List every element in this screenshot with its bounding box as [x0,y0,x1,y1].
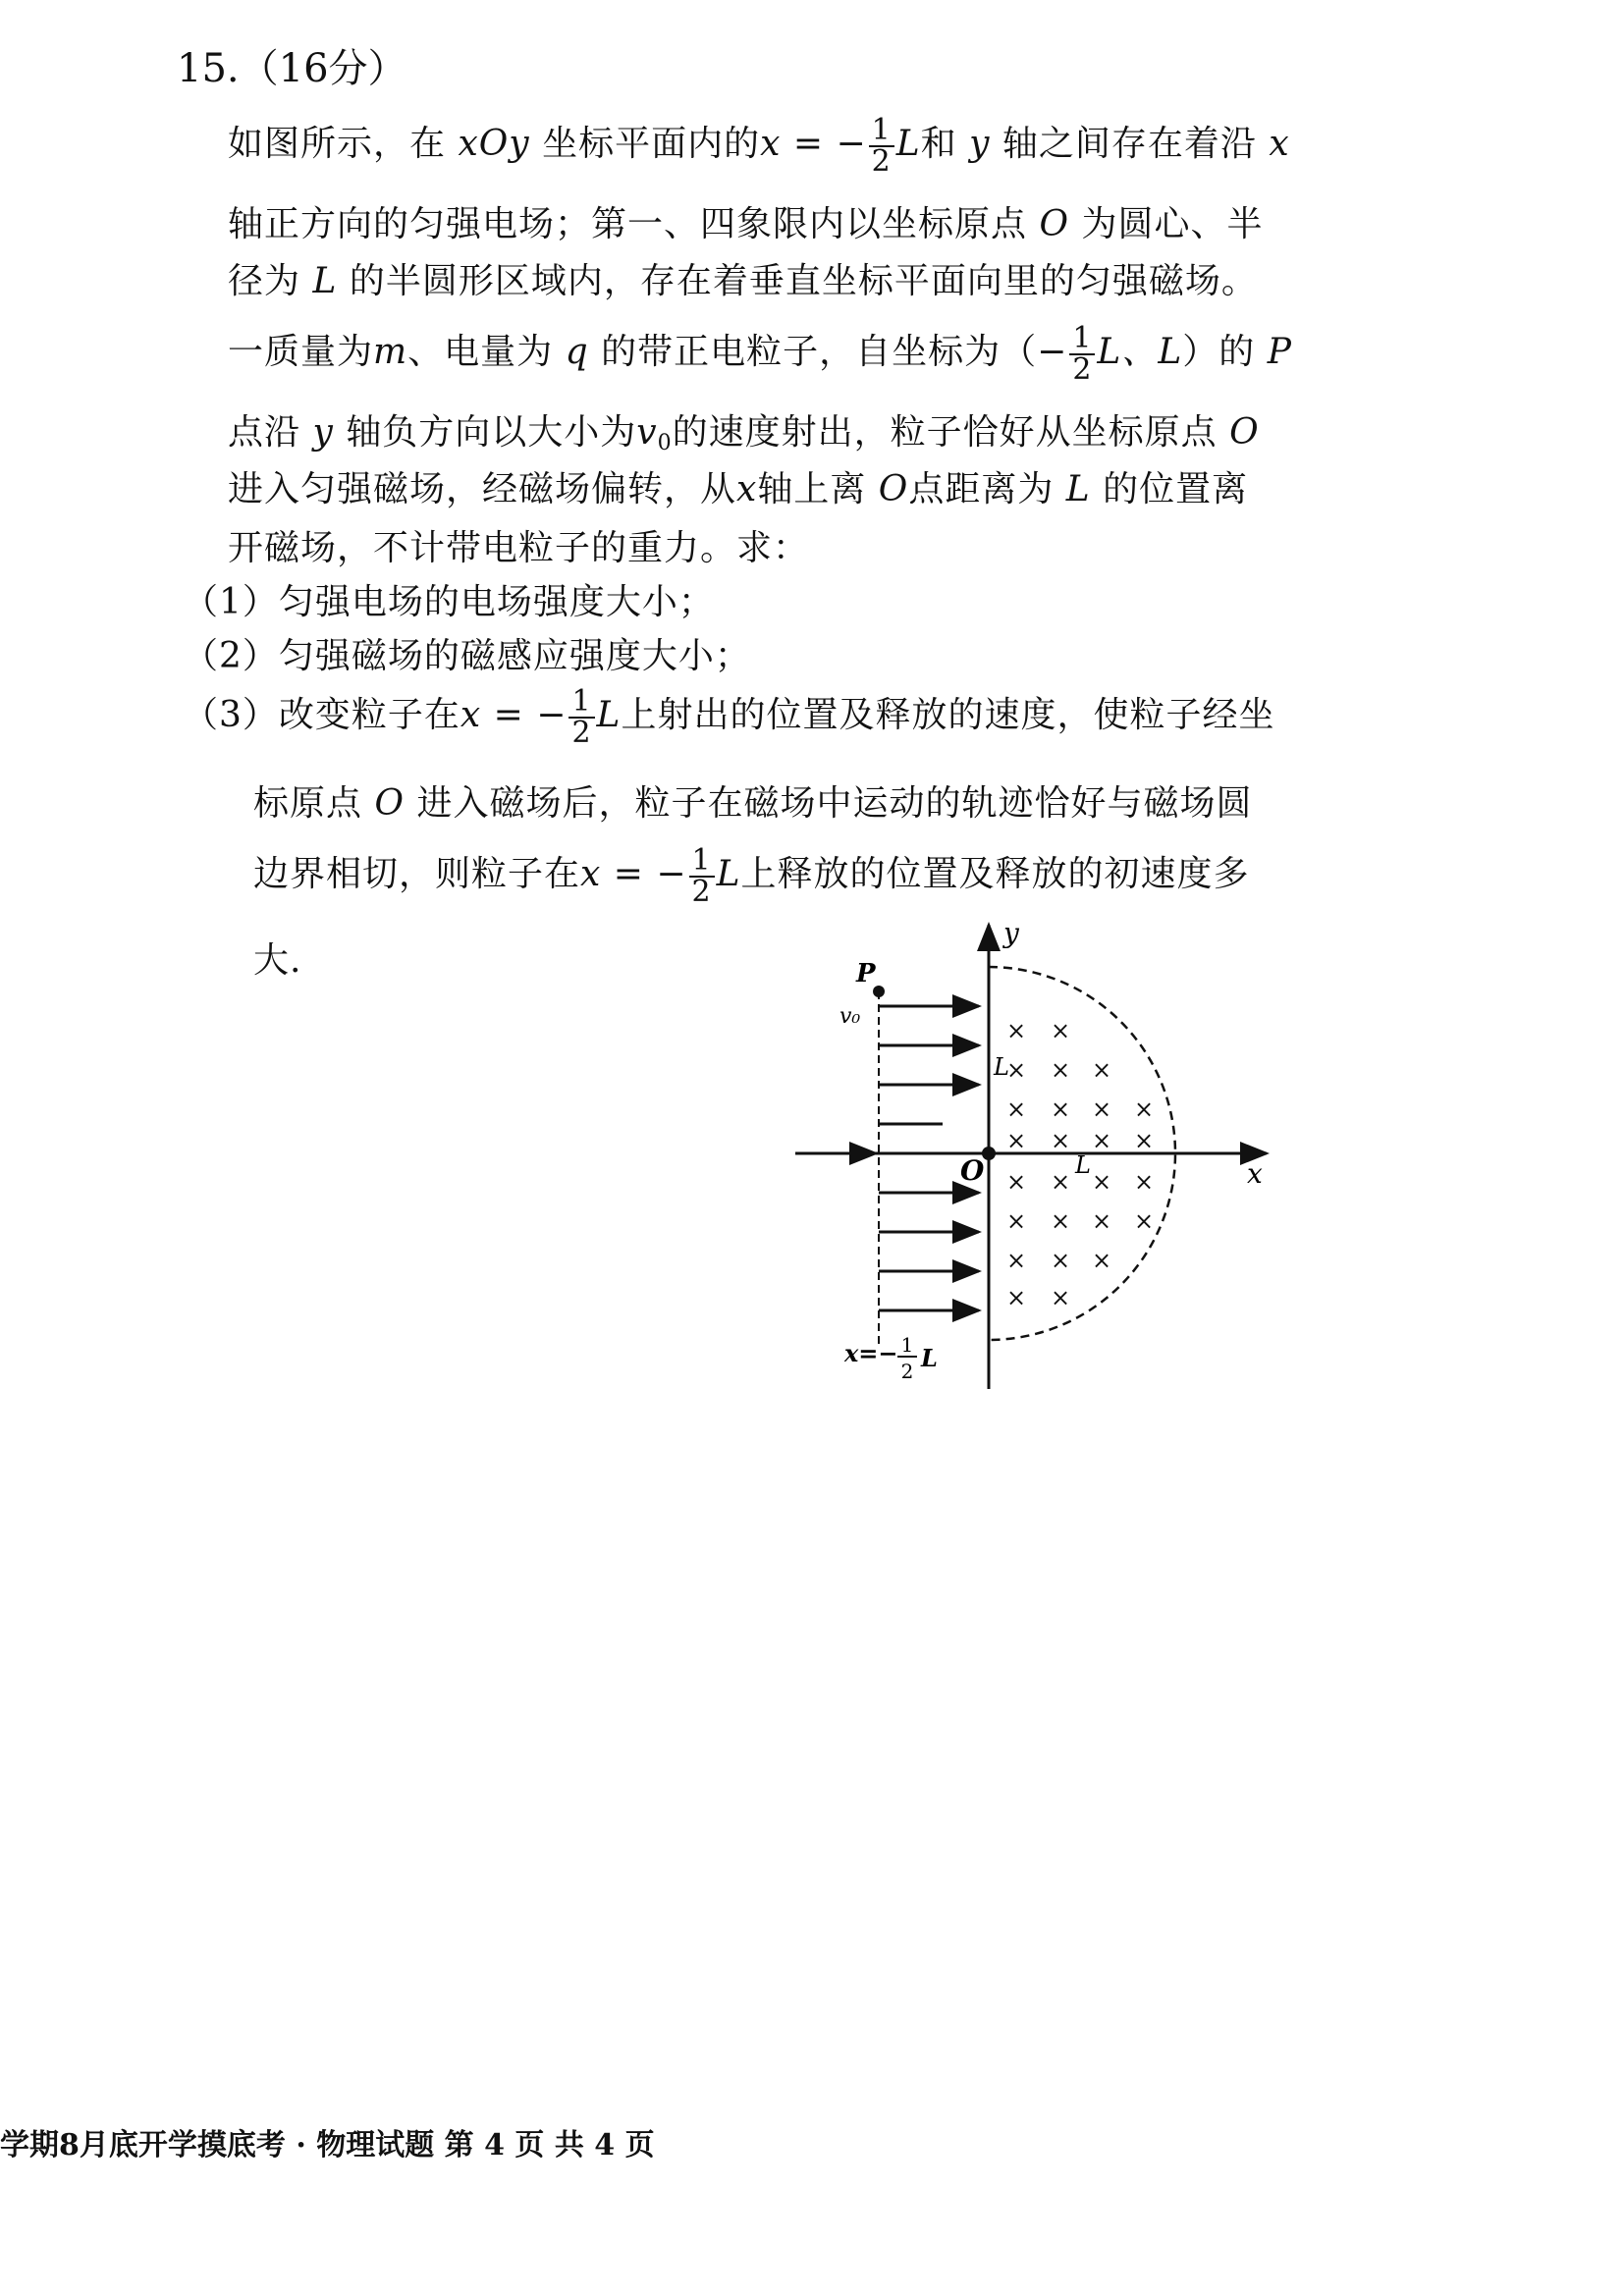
field-diagram [785,913,1316,1394]
svg-text:×: × [1050,1247,1071,1274]
svg-text:×: × [1091,1127,1112,1154]
sub-question-3-line-1: （3）改变粒子在x = − $\frac{1}{2}$ L上射出的位置及释放的速度，使粒子经坐 [183,684,1275,750]
svg-text:×: × [1091,1168,1112,1196]
fraction-half: $\frac{1}{2}$ [689,846,715,907]
svg-text:×: × [1133,1207,1155,1235]
boundary-label-den: 2 [900,1360,914,1383]
stem-line-3: 径为 L 的半圆形区域内，存在着垂直坐标平面向里的匀强磁场。 [228,261,1258,301]
svg-text:×: × [1050,1168,1071,1196]
page-footer: 学期8月底开学摸底考 · 物理试题 第 4 页 共 4 页 [0,2128,655,2163]
fraction-half: $\frac{1}{2}$ [568,687,594,748]
sub-question-3-line-2: 标原点 O 进入磁场后，粒子在磁场中运动的轨迹恰好与磁场圆 [253,783,1253,824]
svg-text:×: × [1005,1095,1027,1123]
y-axis-label: y [1003,917,1019,949]
x-axis-label: x [1247,1157,1263,1190]
sub-question-3-line-4: 大. [253,940,302,981]
svg-text:×: × [1050,1017,1071,1044]
svg-text:×: × [1005,1017,1027,1044]
fraction-half: $\frac{1}{2}$ [1069,324,1095,385]
svg-text:×: × [1005,1168,1027,1196]
sub-question-2: （2）匀强磁场的磁感应强度大小； [183,636,751,676]
boundary-label: x=− [844,1339,898,1367]
svg-text:×: × [1091,1056,1112,1084]
radius-label-upper: L [994,1053,1009,1081]
svg-text:×: × [1091,1247,1112,1274]
stem-line-4: 一质量为m、电量为 q 的带正电粒子，自坐标为（− $\frac{1}{2}$ L、L）的 P [228,321,1292,387]
svg-text:×: × [1050,1284,1071,1311]
svg-text:×: × [1050,1056,1071,1084]
stem-line-1: 如图所示，在 xOy 坐标平面内的x = − $\frac{1}{2}$ L和 y 轴之间存在着沿 x [228,113,1290,179]
electric-field-lines [835,1006,979,1310]
svg-text:×: × [1050,1095,1071,1123]
svg-text:×: × [1133,1095,1155,1123]
fraction-half: $\frac{1}{2}$ [869,116,894,177]
svg-text:×: × [1133,1168,1155,1196]
svg-text:×: × [1133,1127,1155,1154]
svg-text:×: × [1091,1207,1112,1235]
sub-question-3-line-3: 边界相切，则粒子在x = − $\frac{1}{2}$ L上释放的位置及释放的初速度多 [253,843,1250,909]
svg-text:×: × [1091,1095,1112,1123]
svg-text:×: × [1005,1056,1027,1084]
stem-line-6: 进入匀强磁场，经磁场偏转，从x轴上离 O点距离为 L 的位置离 [228,469,1249,509]
boundary-label-num: 1 [900,1333,914,1357]
question-number: 15.（16分） [177,46,407,91]
boundary-label-L: L [921,1344,938,1372]
svg-text:×: × [1005,1207,1027,1235]
radius-label-right: L [1075,1151,1091,1179]
svg-text:×: × [1005,1247,1027,1274]
point-p-label: P [856,959,876,988]
stem-line-2: 轴正方向的匀强电场；第一、四象限内以坐标原点 O 为圆心、半 [228,204,1264,244]
origin-label: O [960,1154,985,1187]
stem-line-7: 开磁场，不计带电粒子的重力。求： [228,528,810,568]
svg-text:×: × [1050,1127,1071,1154]
svg-text:×: × [1005,1127,1027,1154]
question-points: （16分） [239,46,407,91]
stem-line-5: 点沿 y 轴负方向以大小为$v_0$的速度射出，粒子恰好从坐标原点 O [228,412,1260,455]
initial-velocity-label: v₀ [839,1004,861,1029]
svg-text:×: × [1005,1284,1027,1311]
svg-text:×: × [1050,1207,1071,1235]
sub-question-1: （1）匀强电场的电场强度大小； [183,582,715,622]
